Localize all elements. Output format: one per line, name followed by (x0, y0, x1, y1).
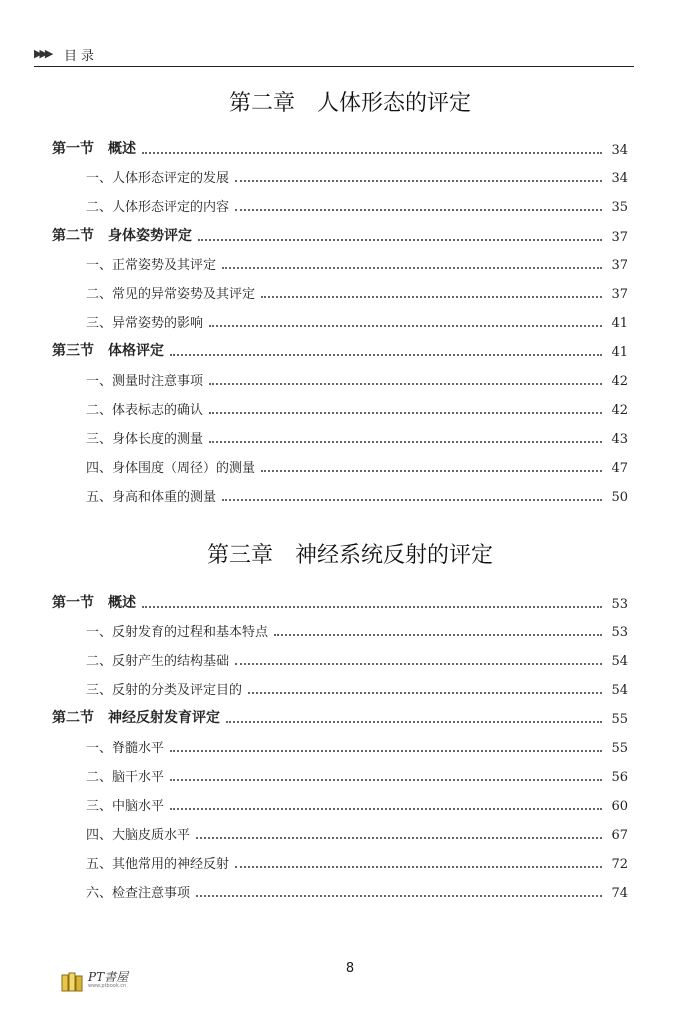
page-ref: 74 (611, 886, 628, 901)
leader-dots (248, 691, 602, 694)
page-ref: 47 (611, 461, 628, 476)
leader-dots (222, 498, 602, 501)
page-ref: 55 (611, 741, 628, 756)
page-ref: 56 (611, 770, 628, 785)
leader-dots (196, 836, 602, 839)
toc-item[interactable]: 四、大脑皮质水平 67 (86, 828, 628, 843)
logo-subtext: www.ptbook.cn (88, 983, 127, 989)
leader-dots (261, 295, 602, 298)
book-icon (60, 970, 84, 994)
toc-item[interactable]: 二、反射产生的结构基础 54 (86, 654, 628, 669)
toc-item[interactable]: 一、反射发育的过程和基本特点 53 (86, 625, 628, 640)
toc-item[interactable]: 三、反射的分类及评定目的 54 (86, 683, 628, 698)
page-ref: 53 (611, 597, 628, 612)
chapter-title: 第二章 人体形态的评定 (228, 91, 471, 116)
toc-item[interactable]: 二、常见的异常姿势及其评定 37 (86, 287, 628, 302)
page-ref: 34 (611, 171, 628, 186)
leader-dots (209, 440, 602, 443)
leader-dots (209, 324, 602, 327)
toc-section[interactable]: 第二节 身体姿势评定 37 (52, 228, 628, 245)
page-ref: 42 (611, 374, 628, 389)
toc-item[interactable]: 一、测量时注意事项 42 (86, 374, 628, 389)
leader-dots (222, 266, 602, 269)
page-ref: 37 (611, 258, 628, 273)
leader-dots (235, 179, 602, 182)
toc-item[interactable]: 三、中脑水平 60 (86, 799, 628, 814)
toc-item[interactable]: 四、身体围度（周径）的测量 47 (86, 461, 628, 476)
page-ref: 34 (611, 143, 628, 158)
toc-section[interactable]: 第三节 体格评定 41 (52, 343, 628, 360)
page-ref: 41 (611, 316, 628, 331)
toc-item[interactable]: 一、脊髓水平 55 (86, 741, 628, 756)
toc-item[interactable]: 六、检查注意事项 74 (86, 886, 628, 901)
leader-dots (170, 353, 602, 356)
page-ref: 41 (611, 345, 628, 360)
toc-item[interactable]: 二、人体形态评定的内容 35 (86, 200, 628, 215)
toc-item[interactable]: 五、身高和体重的测量 50 (86, 490, 628, 505)
toc-item[interactable]: 三、异常姿势的影响 41 (86, 316, 628, 331)
leader-dots (170, 807, 602, 810)
page-ref: 42 (611, 403, 628, 418)
leader-dots (196, 894, 602, 897)
leader-dots (198, 238, 602, 241)
toc-item[interactable]: 一、正常姿势及其评定 37 (86, 258, 628, 273)
toc-item[interactable]: 二、体表标志的确认 42 (86, 403, 628, 418)
page-ref: 37 (611, 230, 628, 245)
page-ref: 67 (611, 828, 628, 843)
publisher-logo (60, 968, 180, 998)
page-ref: 54 (611, 683, 628, 698)
page-number: 8 (345, 961, 355, 976)
leader-dots (235, 865, 602, 868)
page-ref: 54 (611, 654, 628, 669)
page-ref: 43 (611, 432, 628, 447)
toc-section[interactable]: 第一节 概述 34 (52, 141, 628, 158)
leader-dots (170, 778, 602, 781)
page-ref: 60 (611, 799, 628, 814)
leader-dots (226, 720, 602, 723)
leader-dots (274, 633, 602, 636)
page-ref: 35 (611, 200, 628, 215)
toc-item[interactable]: 二、脑干水平 56 (86, 770, 628, 785)
leader-dots (235, 662, 602, 665)
running-header (34, 44, 634, 67)
leader-dots (142, 605, 602, 608)
leader-dots (209, 382, 602, 385)
arrows-icon: ▶▶▶ (34, 47, 51, 60)
leader-dots (261, 469, 602, 472)
toc-section[interactable]: 第一节 概述 53 (52, 595, 628, 612)
leader-dots (142, 151, 602, 154)
toc-section[interactable]: 第二节 神经反射发育评定 55 (52, 710, 628, 727)
leader-dots (170, 749, 602, 752)
leader-dots (209, 411, 602, 414)
logo-text: PT書屋 (88, 970, 129, 984)
page-ref: 53 (611, 625, 628, 640)
header-title: 目录 (64, 49, 99, 64)
toc-item[interactable]: 五、其他常用的神经反射 72 (86, 857, 628, 872)
page-ref: 55 (611, 712, 628, 727)
toc-item[interactable]: 三、身体长度的测量 43 (86, 432, 628, 447)
page-ref: 50 (611, 490, 628, 505)
page-ref: 37 (611, 287, 628, 302)
page-ref: 72 (611, 857, 628, 872)
chapter-title: 第三章 神经系统反射的评定 (206, 543, 493, 568)
leader-dots (235, 208, 602, 211)
toc-item[interactable]: 一、人体形态评定的发展 34 (86, 171, 628, 186)
